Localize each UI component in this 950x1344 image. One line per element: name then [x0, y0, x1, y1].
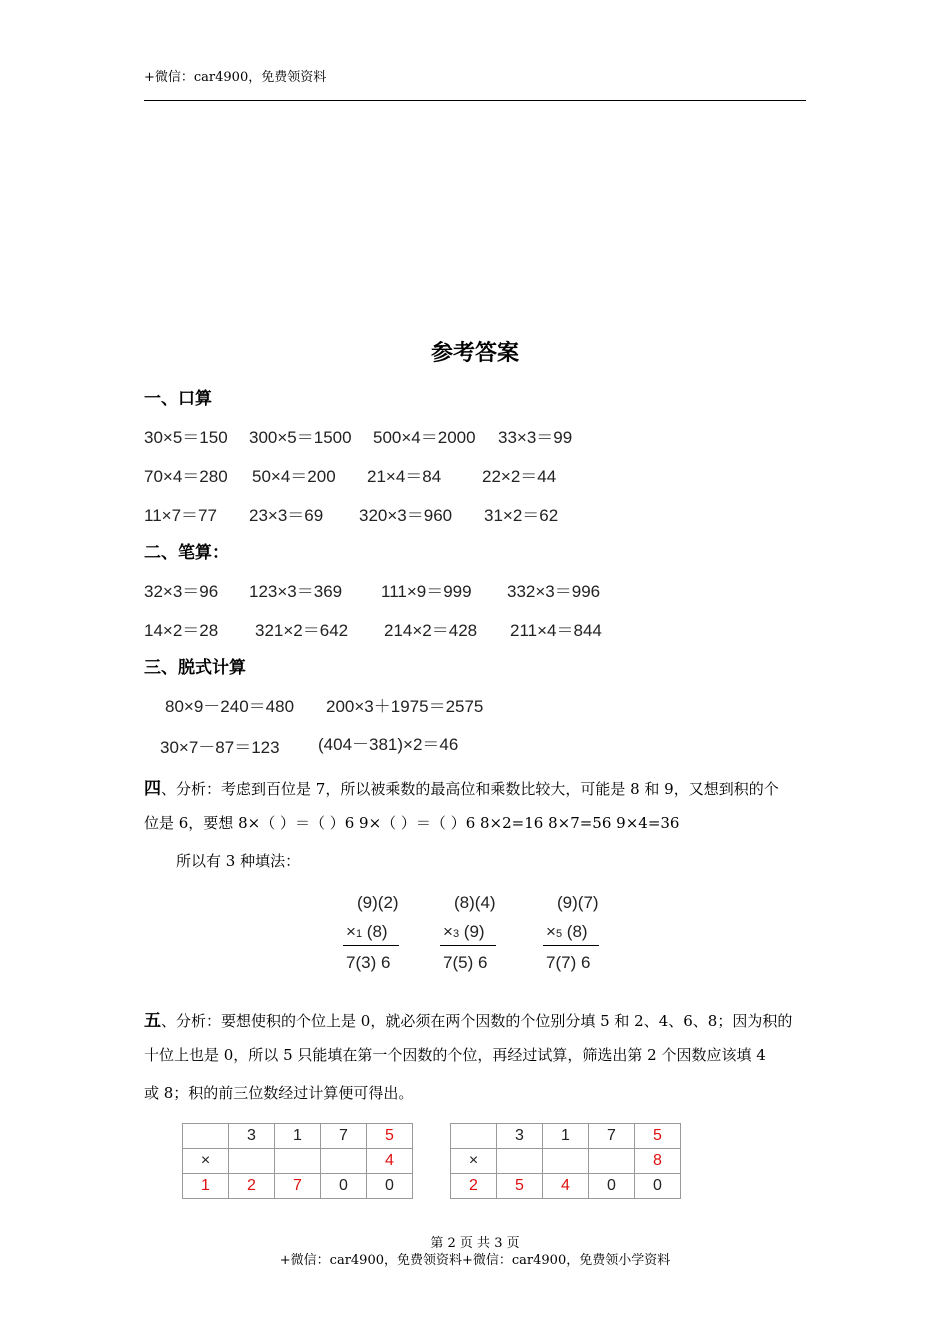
table-cell: [497, 1149, 543, 1174]
section-4-label: 四: [144, 779, 161, 799]
equation: 70×4＝280: [144, 467, 228, 486]
table-cell: ×: [183, 1149, 229, 1174]
table-row: [183, 1174, 413, 1199]
equation: 320×3＝960: [359, 506, 453, 525]
table-cell: [321, 1149, 367, 1174]
table-row: [451, 1124, 681, 1149]
table-cell: ×: [451, 1149, 497, 1174]
table-cell: [451, 1124, 497, 1149]
equation: 80×9－240＝480: [165, 697, 295, 716]
mult-multiplier: ×3 (9): [443, 922, 485, 941]
answer-table-2: [450, 1123, 681, 1199]
section-5-label: 五: [144, 1011, 161, 1031]
mult-multiplier: ×5 (8): [546, 922, 588, 941]
mult-line: [440, 945, 496, 946]
page-number: 第 2 页 共 3 页: [430, 1236, 520, 1251]
section-4-line-3: 所以有 3 种填法：: [176, 852, 301, 870]
table-cell: 0: [321, 1174, 367, 1199]
mult-line: [543, 945, 599, 946]
equation: 332×3＝996: [507, 582, 601, 601]
equation: 123×3＝369: [249, 582, 343, 601]
table-cell: 4: [543, 1174, 589, 1199]
equation: (404－381)×2＝46: [318, 735, 459, 754]
table-cell: [275, 1149, 321, 1174]
table-cell: 1: [543, 1124, 589, 1149]
equation: 31×2＝62: [484, 506, 559, 525]
table-cell: 2: [451, 1174, 497, 1199]
table-cell: 0: [635, 1174, 681, 1199]
table-cell: [229, 1149, 275, 1174]
section-4-line-1: 四、分析：考虑到百位是 7，所以被乘数的最高位和乘数比较大，可能是 8 和 9，又想到积的个: [144, 779, 779, 799]
mult-multiplier: ×1 (8): [346, 922, 388, 941]
equation: 21×4＝84: [367, 467, 442, 486]
equation: 30×7－87＝123: [160, 738, 280, 757]
equation: 321×2＝642: [255, 621, 349, 640]
mult-result: 7(5) 6: [443, 953, 488, 972]
equation: 22×2＝44: [482, 467, 557, 486]
table-cell: 3: [229, 1124, 275, 1149]
table-cell: [543, 1149, 589, 1174]
equation: 50×4＝200: [252, 467, 336, 486]
section-1-heading: 一、口算: [144, 389, 212, 409]
table-cell: 5: [367, 1124, 413, 1149]
equation: 32×3＝96: [144, 582, 219, 601]
equation: 23×3＝69: [249, 506, 324, 525]
mult-result: 7(3) 6: [346, 953, 391, 972]
mult-top: (8)(4): [454, 893, 496, 912]
table-cell: 0: [589, 1174, 635, 1199]
table-cell: [183, 1124, 229, 1149]
equation: 30×5＝150: [144, 428, 228, 447]
table-cell: 5: [497, 1174, 543, 1199]
mult-top: (9)(2): [357, 893, 399, 912]
table-row: [183, 1149, 413, 1174]
equation: 211×4＝844: [510, 621, 602, 640]
table-cell: [589, 1149, 635, 1174]
table-cell: 4: [367, 1149, 413, 1174]
equation: 11×7＝77: [144, 506, 217, 525]
mult-line: [343, 945, 399, 946]
equation: 200×3＋1975＝2575: [326, 697, 484, 716]
table-row: [451, 1174, 681, 1199]
mult-result: 7(7) 6: [546, 953, 591, 972]
answer-table-1: [182, 1123, 413, 1199]
table-cell: 3: [497, 1124, 543, 1149]
table-cell: 7: [321, 1124, 367, 1149]
table-cell: 8: [635, 1149, 681, 1174]
table-cell: 0: [367, 1174, 413, 1199]
table-cell: 7: [589, 1124, 635, 1149]
equation: 14×2＝28: [144, 621, 219, 640]
equation: 300×5＝1500: [249, 428, 352, 447]
section-5-line-1: 五、分析：要想使积的个位上是 0，就必须在两个因数的个位别分填 5 和 2、4、6、8；因为积的: [144, 1011, 793, 1031]
table-cell: 5: [635, 1124, 681, 1149]
section-2-heading: 二、笔算：: [144, 543, 229, 563]
table-row: [451, 1149, 681, 1174]
page-header: +微信：car4900，免费领资料: [144, 70, 327, 85]
page-footer: +微信：car4900，免费领资料+微信：car4900，免费领小学资料: [279, 1253, 671, 1268]
section-5-line-2: 十位上也是 0，所以 5 只能填在第一个因数的个位，再经过试算，筛选出第 2 个因数应该填 4: [144, 1046, 766, 1064]
table-cell: 1: [183, 1174, 229, 1199]
section-3-heading: 三、脱式计算: [144, 658, 246, 678]
table-row: [183, 1124, 413, 1149]
equation: 111×9＝999: [381, 582, 472, 601]
equation: 214×2＝428: [384, 621, 478, 640]
equation: 33×3＝99: [498, 428, 573, 447]
table-cell: 7: [275, 1174, 321, 1199]
table-cell: 1: [275, 1124, 321, 1149]
equation: 500×4＝2000: [373, 428, 476, 447]
section-5-line-3: 或 8；积的前三位数经过计算便可得出。: [144, 1084, 414, 1102]
table-cell: 2: [229, 1174, 275, 1199]
section-4-line-2: 位是 6，要想 8×（ ）＝（ ）6 9×（ ）＝（ ）6 8×2=16 8×7=56 9×4=36: [144, 814, 680, 832]
page-title: 参考答案: [430, 340, 519, 366]
header-rule: [144, 100, 806, 101]
mult-top: (9)(7): [557, 893, 599, 912]
